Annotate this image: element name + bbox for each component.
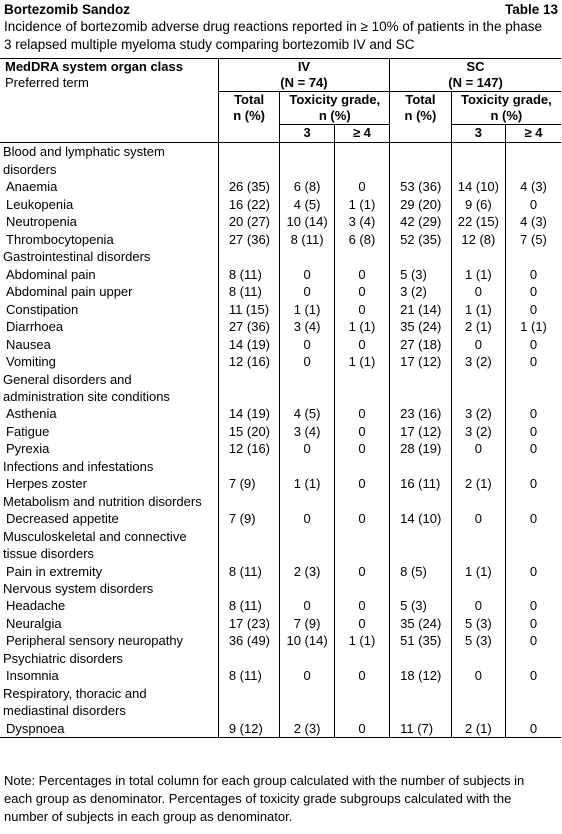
preferred-term: Peripheral sensory neuropathy [6,633,184,649]
iv-total-cell: 8 (11) [218,597,280,615]
empty-cell [390,248,452,265]
empty-cell [334,458,389,475]
iv-grade4-cell: 0 [334,667,389,685]
brand-title: Bortezomib Sandoz [4,2,131,17]
iv-grade4-cell: 0 [334,405,389,423]
iv-total-unit: n (%) [233,108,266,123]
sc-grade4-cell: 0 [506,266,561,284]
iv-grade3-cell: 4 (5) [280,405,334,423]
iv-total-cell: 14 (19) [218,405,280,423]
empty-cell [451,493,505,510]
category-label: Nervous system disorders [3,581,154,597]
iv-grade4-cell: 0 [334,301,389,319]
sc-grade4-cell: 7 (5) [506,231,561,249]
empty-cell [390,143,452,178]
preferred-term: Neuralgia [6,615,62,631]
table-row [0,615,561,633]
iv-total-cell: 7 (9) [218,475,280,493]
iv-label: IV [297,59,311,74]
sc-grade3-cell: 3 (2) [451,353,505,371]
category-label: Respiratory, thoracic and mediastinal disorders [3,685,147,719]
sc-grade4-cell: 0 [506,405,561,423]
iv-grade4-cell: 1 (1) [334,318,389,336]
empty-cell [451,685,505,720]
preferred-term: Fatigue [6,423,50,439]
category-row [0,580,561,597]
preferred-term: Headache [6,598,66,614]
iv-grade3-cell: 0 [280,353,334,371]
sc-label: SC [466,59,485,74]
sc-total-cell: 21 (14) [390,301,452,319]
table-row [0,440,561,458]
sc-grade3-cell: 22 (15) [451,213,505,231]
preferred-term: Abdominal pain [6,266,96,282]
iv-grade4-cell: 0 [334,475,389,493]
empty-cell [280,458,334,475]
preferred-term: Thrombocytopenia [6,231,114,247]
sc-grade3-cell: 2 (1) [451,318,505,336]
sc-grade3-cell: 3 (2) [451,405,505,423]
sc-total-cell: 14 (10) [390,510,452,528]
iv-grade4-cell: 0 [334,266,389,284]
sc-n-label: (N = 147) [448,75,503,90]
category-row [0,528,561,563]
table-row [0,196,561,214]
preferred-term: Asthenia [6,406,57,422]
empty-cell [451,650,505,667]
sc-grade3-cell: 2 (1) [451,720,505,738]
iv-grade4-cell: 6 (8) [334,231,389,249]
table-row [0,178,561,196]
empty-cell [280,248,334,265]
sc-grade4-header: ≥ 4 [506,125,561,143]
empty-cell [506,493,561,510]
sc-total-cell: 53 (36) [390,178,452,196]
sc-total-cell: 17 (12) [390,353,452,371]
empty-cell [390,493,452,510]
category-label: Metabolism and nutrition disorders [3,493,202,509]
empty-cell [218,248,280,265]
sc-grade4-cell: 0 [506,720,561,738]
table-row [0,283,561,301]
sc-grade4-cell: 1 (1) [506,318,561,336]
iv-n-label: (N = 74) [280,75,328,90]
iv-grade3-cell: 4 (5) [280,196,334,214]
iv-grade4-cell: 0 [334,510,389,528]
iv-grade4-cell: 1 (1) [334,353,389,371]
empty-cell [506,685,561,720]
empty-cell [390,650,452,667]
category-row [0,493,561,510]
sc-grade4-cell: 0 [506,283,561,301]
sc-grade3-cell: 3 (2) [451,423,505,441]
table-row [0,353,561,371]
preferred-term-header-label: Preferred term [5,75,89,90]
sc-total-cell: 35 (24) [390,318,452,336]
sc-grade4-cell: 0 [506,667,561,685]
iv-grade3-cell: 1 (1) [280,475,334,493]
sc-grade4-cell: 0 [506,423,561,441]
empty-cell [218,528,280,563]
preferred-term: Dyspnoea [6,720,65,736]
table-row [0,632,561,650]
iv-grade3-cell: 0 [280,440,334,458]
category-row [0,650,561,667]
table-row [0,475,561,493]
iv-grade3-cell: 8 (11) [280,231,334,249]
empty-cell [218,580,280,597]
empty-cell [280,493,334,510]
table-row [0,336,561,354]
sc-grade4-cell: 0 [506,615,561,633]
table-header [0,59,561,143]
iv-grade3-cell: 0 [280,283,334,301]
iv-total-label: Total [234,92,265,107]
sc-grade3-cell: 0 [451,283,505,301]
category-label: Infections and infestations [3,458,154,474]
sc-grade4-cell: 0 [506,510,561,528]
category-label: Gastrointestinal disorders [3,249,151,265]
category-label: General disorders and administration site conditions [3,371,170,405]
iv-grade3-cell: 2 (3) [280,720,334,738]
iv-grade3-cell: 0 [280,667,334,685]
empty-cell [506,580,561,597]
empty-cell [334,528,389,563]
sc-grade3-cell: 14 (10) [451,178,505,196]
sc-toxicity-header [451,92,561,125]
adverse-reactions-table [0,58,561,738]
table-row [0,510,561,528]
sc-grade3-cell: 5 (3) [451,615,505,633]
empty-cell [218,493,280,510]
empty-cell [334,650,389,667]
iv-total-cell: 14 (19) [218,336,280,354]
iv-grade3-cell: 0 [280,597,334,615]
sc-total-cell: 51 (35) [390,632,452,650]
empty-cell [280,685,334,720]
empty-cell [218,371,280,406]
preferred-term: Pain in extremity [6,563,103,579]
iv-grade3-cell: 6 (8) [280,178,334,196]
category-label: Blood and lymphatic system disorders [0,143,218,178]
preferred-term: Vomiting [6,354,56,370]
empty-cell [506,248,561,265]
sc-grade4-cell: 4 (3) [506,213,561,231]
sc-total-cell: 28 (19) [390,440,452,458]
iv-group-header [218,59,389,92]
iv-grade4-cell: 1 (1) [334,632,389,650]
iv-total-header [218,92,280,143]
empty-cell [280,580,334,597]
empty-cell [218,685,280,720]
sc-grade3-cell: 12 (8) [451,231,505,249]
iv-total-cell: 20 (27) [218,213,280,231]
category-row [0,248,561,265]
empty-cell [451,528,505,563]
iv-total-cell: 36 (49) [218,632,280,650]
iv-grade3-cell: 2 (3) [280,563,334,581]
iv-total-cell: 27 (36) [218,231,280,249]
iv-total-cell: 8 (11) [218,667,280,685]
iv-grade4-cell: 0 [334,440,389,458]
sc-total-cell: 8 (5) [390,563,452,581]
iv-total-cell: 17 (23) [218,615,280,633]
category-row [0,458,561,475]
preferred-term: Anaemia [6,179,58,195]
empty-cell [218,650,280,667]
iv-total-cell: 11 (15) [218,301,280,319]
sc-total-cell: 5 (3) [390,266,452,284]
iv-total-cell: 12 (16) [218,440,280,458]
empty-cell [506,650,561,667]
iv-grade4-cell: 0 [334,178,389,196]
preferred-term: Constipation [6,301,79,317]
empty-cell [451,371,505,406]
empty-cell [451,458,505,475]
preferred-term: Nausea [6,336,51,352]
table-row [0,213,561,231]
empty-cell [334,580,389,597]
empty-cell [334,143,389,178]
empty-cell [451,248,505,265]
iv-grade3-cell: 0 [280,266,334,284]
iv-grade4-cell: 3 (4) [334,213,389,231]
sc-total-cell: 18 (12) [390,667,452,685]
preferred-term: Diarrhoea [6,319,64,335]
iv-grade3-cell: 1 (1) [280,301,334,319]
sc-grade3-cell: 2 (1) [451,475,505,493]
iv-tox-label: Toxicity grade, [289,92,381,107]
category-label: Psychiatric disorders [3,650,123,666]
iv-total-cell: 16 (22) [218,196,280,214]
sc-grade3-cell: 0 [451,336,505,354]
empty-cell [280,528,334,563]
table-row [0,720,561,738]
sc-grade3-cell: 5 (3) [451,632,505,650]
iv-grade4-cell: 0 [334,597,389,615]
iv-total-cell: 7 (9) [218,510,280,528]
iv-toxicity-header [280,92,390,125]
iv-grade4-cell: 0 [334,563,389,581]
table-row [0,318,561,336]
sc-grade3-cell: 0 [451,510,505,528]
sc-total-cell: 35 (24) [390,615,452,633]
iv-grade4-header: ≥ 4 [334,125,389,143]
iv-grade3-cell: 0 [280,510,334,528]
iv-grade3-header: 3 [280,125,334,143]
sc-grade3-cell: 1 (1) [451,266,505,284]
sc-total-cell: 11 (7) [390,720,452,738]
empty-cell [280,371,334,406]
document-header [2,0,558,18]
category-label: Musculoskeletal and connective tissue disorders [3,528,187,562]
sc-total-cell: 17 (12) [390,423,452,441]
sc-total-cell: 29 (20) [390,196,452,214]
iv-grade4-cell: 0 [334,720,389,738]
row-header-cell [0,59,218,143]
empty-cell [451,580,505,597]
sc-total-cell: 16 (11) [390,475,452,493]
iv-total-cell: 9 (12) [218,720,280,738]
empty-cell [506,458,561,475]
empty-cell [334,493,389,510]
iv-total-cell: 12 (16) [218,353,280,371]
table-number: Table 13 [504,2,558,17]
empty-cell [390,580,452,597]
table-row [0,597,561,615]
iv-total-cell: 8 (11) [218,563,280,581]
sc-grade4-cell: 4 (3) [506,178,561,196]
preferred-term: Insomnia [6,668,59,684]
empty-cell [390,458,452,475]
sc-total-cell: 27 (18) [390,336,452,354]
empty-cell [334,371,389,406]
sc-total-cell: 23 (16) [390,405,452,423]
iv-total-cell: 8 (11) [218,266,280,284]
sc-grade4-cell: 0 [506,632,561,650]
sc-grade4-cell: 0 [506,597,561,615]
empty-cell [334,685,389,720]
sc-grade4-cell: 0 [506,301,561,319]
sc-grade4-cell: 0 [506,440,561,458]
iv-total-cell: 15 (20) [218,423,280,441]
sc-group-header [390,59,561,92]
sc-grade4-cell: 0 [506,475,561,493]
sc-grade3-cell: 9 (6) [451,196,505,214]
sc-tox-unit: n (%) [490,108,523,123]
preferred-term: Leukopenia [6,196,74,212]
sc-total-cell: 5 (3) [390,597,452,615]
table-row [0,301,561,319]
preferred-term: Pyrexia [6,441,50,457]
iv-grade3-cell: 7 (9) [280,615,334,633]
table-caption: Incidence of bortezomib adverse drug reactions reported in ≥ 10% of patients in the phase 3 relapsed multiple myeloma study comparing bortezomib IV and SC [4,19,542,52]
sc-grade3-cell: 1 (1) [451,563,505,581]
category-row [0,685,561,720]
empty-cell [218,143,280,178]
sc-total-label: Total [405,92,436,107]
table-row [0,667,561,685]
iv-grade4-cell: 1 (1) [334,196,389,214]
preferred-term: Abdominal pain upper [6,284,133,300]
iv-total-cell: 26 (35) [218,178,280,196]
sc-total-unit: n (%) [404,108,437,123]
empty-cell [390,371,452,406]
sc-total-header [390,92,452,143]
iv-grade4-cell: 0 [334,336,389,354]
iv-grade3-cell: 3 (4) [280,318,334,336]
iv-grade3-cell: 3 (4) [280,423,334,441]
sc-grade4-cell: 0 [506,336,561,354]
empty-cell [451,143,505,178]
empty-cell [506,371,561,406]
sc-grade3-cell: 0 [451,667,505,685]
empty-cell [390,685,452,720]
preferred-term: Herpes zoster [6,476,87,492]
sc-grade4-cell: 0 [506,196,561,214]
empty-cell [390,528,452,563]
sc-grade3-cell: 1 (1) [451,301,505,319]
iv-grade4-cell: 0 [334,615,389,633]
empty-cell [506,528,561,563]
category-row [0,371,561,406]
sc-grade3-cell: 0 [451,440,505,458]
sc-grade3-cell: 0 [451,597,505,615]
iv-total-cell: 8 (11) [218,283,280,301]
sc-total-cell: 3 (2) [390,283,452,301]
sc-grade3-header: 3 [451,125,505,143]
iv-grade4-cell: 0 [334,423,389,441]
preferred-term: Decreased appetite [6,511,119,527]
table-row [0,231,561,249]
iv-grade3-cell: 10 (14) [280,632,334,650]
table-body [0,143,561,738]
category-row [0,143,561,178]
empty-cell [280,143,334,178]
sc-grade4-cell: 0 [506,563,561,581]
empty-cell [280,650,334,667]
table-footnote: Note: Percentages in total column for each group calculated with the number of subjects in each group as denominator. Percentages of toxicity grade subgroups calculated with the number of subjects in each group as denominator. [4,773,525,824]
table-row [0,563,561,581]
sc-tox-label: Toxicity grade, [460,92,552,107]
table-row [0,405,561,423]
sc-total-cell: 52 (35) [390,231,452,249]
table-row [0,266,561,284]
empty-cell [506,143,561,178]
preferred-term: Neutropenia [6,214,77,230]
iv-grade4-cell: 0 [334,283,389,301]
iv-grade3-cell: 10 (14) [280,213,334,231]
iv-tox-unit: n (%) [318,108,351,123]
empty-cell [334,248,389,265]
sc-grade4-cell: 0 [506,353,561,371]
sc-total-cell: 42 (29) [390,213,452,231]
table-row [0,423,561,441]
empty-cell [218,458,280,475]
iv-grade3-cell: 0 [280,336,334,354]
iv-total-cell: 27 (36) [218,318,280,336]
soc-header-label: MedDRA system organ class [5,59,183,74]
